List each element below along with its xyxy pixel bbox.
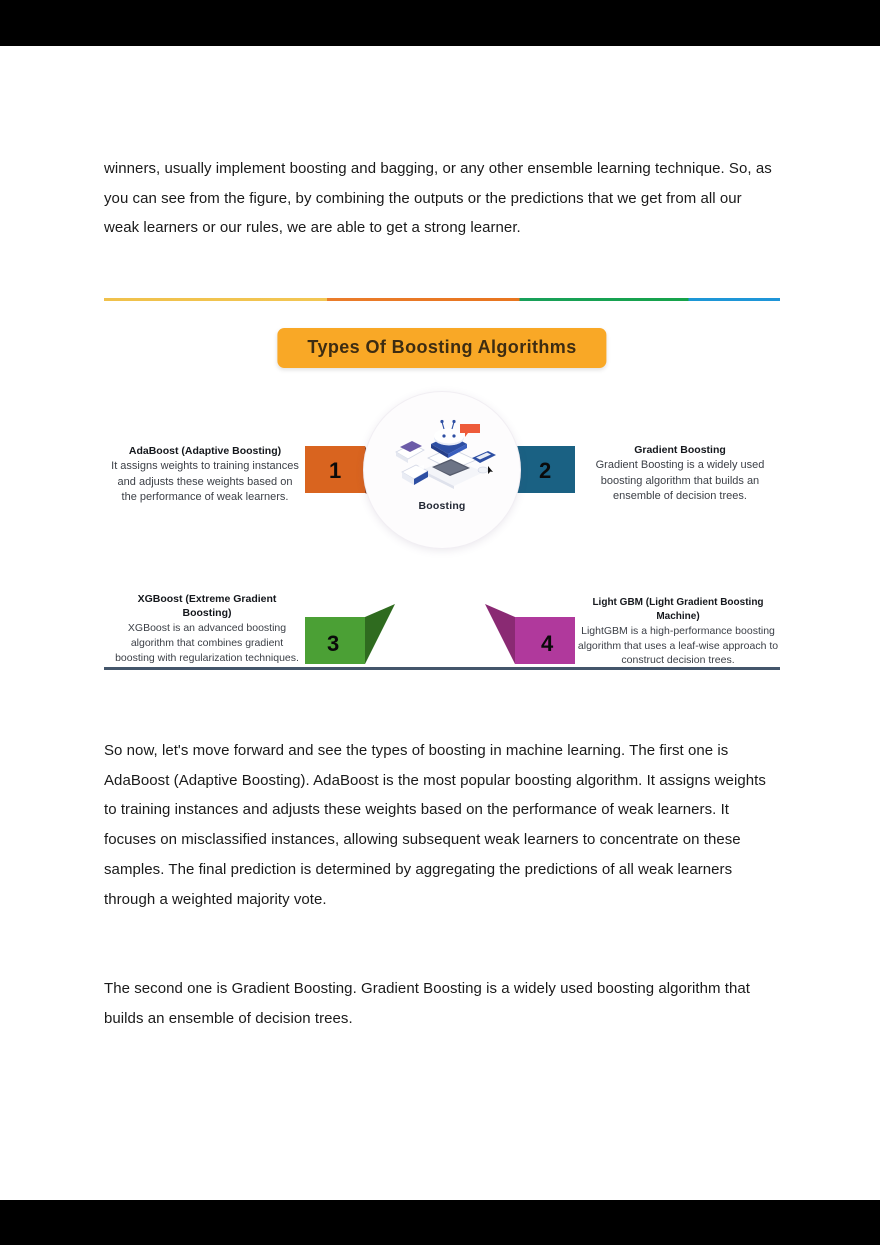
boosting-types-figure <box>104 298 780 670</box>
paragraph-below-figure-2: The second one is Gradient Boosting. Gradient Boosting is a widely used boosting algorithm that builds an ensemble of decision trees. <box>104 980 750 1027</box>
robot-at-laptop-isometric-icon <box>388 414 496 494</box>
figure-quadrant-3 <box>112 592 302 666</box>
figure-quadrant-1 <box>110 444 300 506</box>
figure-center-hub <box>364 392 520 548</box>
figure-bottom-rule <box>104 667 780 670</box>
banner-shape-4 <box>485 604 575 664</box>
banner-4-number: 4 <box>541 631 554 656</box>
figure-top-gradient-rule <box>104 298 780 301</box>
paragraph-below-figure-1: So now, let's move forward and see the types of boosting in machine learning. The first one is AdaBoost (Adaptive Boosting). AdaBoost is the most popular boosting algorithm. It assigns weights to training instances and adjusts these weights based on the performance of weak learners. It focuses on misclassified instances, allowing subsequent weak learners to concentrate on these samples. The final prediction is determined by aggregating the predictions of all weak learners through a weighted majority vote. <box>104 742 766 908</box>
document-page <box>0 46 880 1200</box>
banner-2-number: 2 <box>539 458 552 483</box>
quadrant-2-heading: Gradient Boosting <box>634 444 726 456</box>
banner-3-svg <box>305 604 395 664</box>
quadrant-3-heading: XGBoost (Extreme Gradient Boosting) <box>137 593 277 619</box>
figure-center-label: Boosting <box>418 500 466 512</box>
banner-shape-3 <box>305 604 395 664</box>
banner-1-number: 1 <box>329 458 342 483</box>
figure-quadrant-4 <box>576 596 780 668</box>
page-top-black-bar <box>0 0 880 46</box>
figure-quadrant-2 <box>582 443 778 505</box>
quadrant-3-body: XGBoost is an advanced boosting algorithm that combines gradient boosting with regularization techniques. <box>115 622 299 664</box>
page-bottom-black-bar <box>0 1200 880 1245</box>
figure-title-pill: Types Of Boosting Algorithms <box>277 328 606 368</box>
quadrant-1-body: It assigns weights to training instances and adjusts these weights based on the performance of weak learners. <box>111 460 299 503</box>
quadrant-4-heading: Light GBM (Light Gradient Boosting Machine) <box>592 597 764 622</box>
quadrant-1-heading: AdaBoost (Adaptive Boosting) <box>128 445 282 457</box>
banner-3-number: 3 <box>327 631 340 656</box>
paragraph-above-figure: winners, usually implement boosting and bagging, or any other ensemble learning technique. So, as you can see from the figure, by combining the outputs or the predictions that we get from all our weak learners or our rules, we are able to get a strong learner. <box>104 160 772 237</box>
banner-4-svg <box>485 604 575 664</box>
quadrant-4-body: LightGBM is a high-performance boosting algorithm that uses a leaf-wise approach to construct decision trees. <box>577 625 779 666</box>
quadrant-2-body: Gradient Boosting is a widely used boosting algorithm that builds an ensemble of decision trees. <box>595 459 765 502</box>
